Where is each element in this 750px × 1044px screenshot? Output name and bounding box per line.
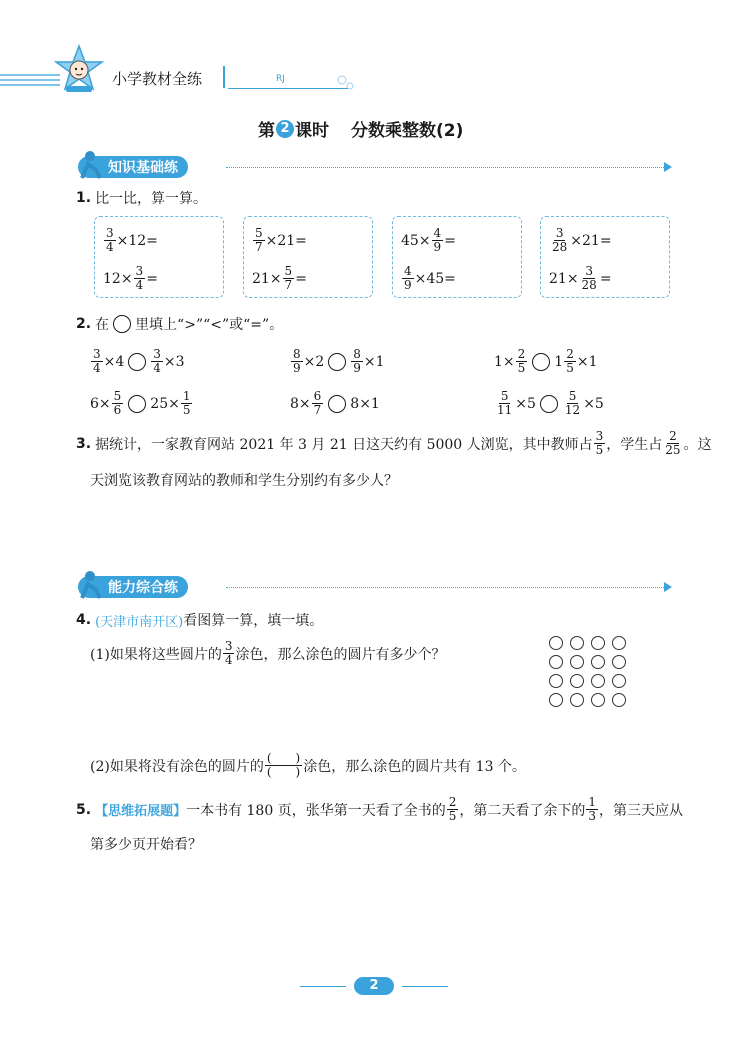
compare-box-3: 45× $\frac{4}{9}$ = $\frac{4}{9}$ ×45= <box>392 216 522 298</box>
runner-icon <box>72 568 104 604</box>
header-divider <box>223 66 225 88</box>
answer-circle[interactable] <box>128 353 146 371</box>
disc-grid <box>549 636 628 707</box>
answer-circle[interactable] <box>532 353 550 371</box>
answer-circle[interactable] <box>540 395 558 413</box>
header-decoration <box>336 72 356 96</box>
footer-line-right <box>402 986 448 987</box>
mascot-logo <box>52 44 106 98</box>
section-basic-label: 知识基础练 <box>78 156 188 178</box>
compare-box-2: $\frac{5}{7}$ ×21= 21× $\frac{5}{7}$ = <box>243 216 373 298</box>
answer-circle[interactable] <box>128 395 146 413</box>
disc <box>612 693 626 707</box>
section-ability-label: 能力综合练 <box>78 576 188 598</box>
compare-item-6: 5 11 ×5 5 12 ×5 <box>497 389 604 417</box>
disc <box>612 655 626 669</box>
question-2: 2. 在 里填上“>”“<”或“=”。 <box>76 316 284 333</box>
disc <box>570 674 584 688</box>
footer-line-left <box>300 986 346 987</box>
answer-circle-example <box>113 315 131 333</box>
lesson-number-badge: 2 <box>276 120 294 138</box>
series-title: 小学教材全练 <box>112 70 203 88</box>
section-ability-line <box>226 587 666 588</box>
disc <box>549 674 563 688</box>
arrow-right-icon <box>664 582 672 592</box>
disc <box>549 655 563 669</box>
disc <box>549 636 563 650</box>
compare-box-4: $\frac{3}{28}$ ×21= 21× $\frac{3}{28}$ = <box>540 216 670 298</box>
question-3: 3. 据统计，一家教育网站 2021 年 3 月 21 日这天约有 5000 人浏览，其中教师占 3 5 ，学生占 2 25 。这 <box>76 429 712 457</box>
compare-item-4: 6× 5 6 25× 1 5 <box>90 389 191 417</box>
compare-item-2: 8 9 ×2 8 9 ×1 <box>293 347 385 375</box>
disc <box>591 655 605 669</box>
disc <box>549 693 563 707</box>
question-3-line-2: 天浏览该教育网站的教师和学生分别约有多少人？ <box>90 473 398 489</box>
answer-circle[interactable] <box>328 353 346 371</box>
disc <box>570 655 584 669</box>
question-4-part-2: (2)如果将没有涂色的圆片的 ( ) ( ) 涂色，那么涂色的圆片共有 13 个。 <box>90 751 526 779</box>
compare-box-1: $\frac{3}{4}$ ×12= 12× $\frac{3}{4}$ = <box>94 216 224 298</box>
page-number: 2 <box>354 977 394 995</box>
question-4: 4. (天津市南开区) 看图算一算，填一填。 <box>76 612 324 630</box>
question-5-line-2: 第多少页开始看？ <box>90 837 202 853</box>
disc <box>570 636 584 650</box>
disc <box>570 693 584 707</box>
question-1: 1. 比一比，算一算。 <box>76 190 208 207</box>
runner-icon <box>72 148 104 184</box>
answer-circle[interactable] <box>328 395 346 413</box>
header-rule <box>228 88 348 89</box>
disc <box>612 674 626 688</box>
disc <box>591 636 605 650</box>
compare-item-3: 1× 2 5 1 2 5 ×1 <box>494 347 598 375</box>
arrow-right-icon <box>664 162 672 172</box>
disc <box>612 636 626 650</box>
compare-item-1: 3 4 ×4 3 4 ×3 <box>93 347 185 375</box>
lesson-title: 第 2 课时 分数乘整数(2) <box>258 120 464 141</box>
section-basic-line <box>226 167 666 168</box>
thinking-tag: 【思维拓展题】 <box>95 804 187 819</box>
compare-item-5: 8× 6 7 8×1 <box>290 389 380 417</box>
region-tag: (天津市南开区) <box>95 614 184 630</box>
disc <box>591 693 605 707</box>
disc <box>591 674 605 688</box>
fraction-blank[interactable]: ( ) ( ) <box>266 751 301 779</box>
question-5: 5. 【思维拓展题】 一本书有 180 页，张华第一天看了全书的 2 5 ，第二天看了余下的 1 3 ，第三天应从 <box>76 795 683 823</box>
edition-label: RJ <box>276 74 285 84</box>
question-4-part-1: (1)如果将这些圆片的 3 4 涂色，那么涂色的圆片有多少个？ <box>90 639 446 667</box>
